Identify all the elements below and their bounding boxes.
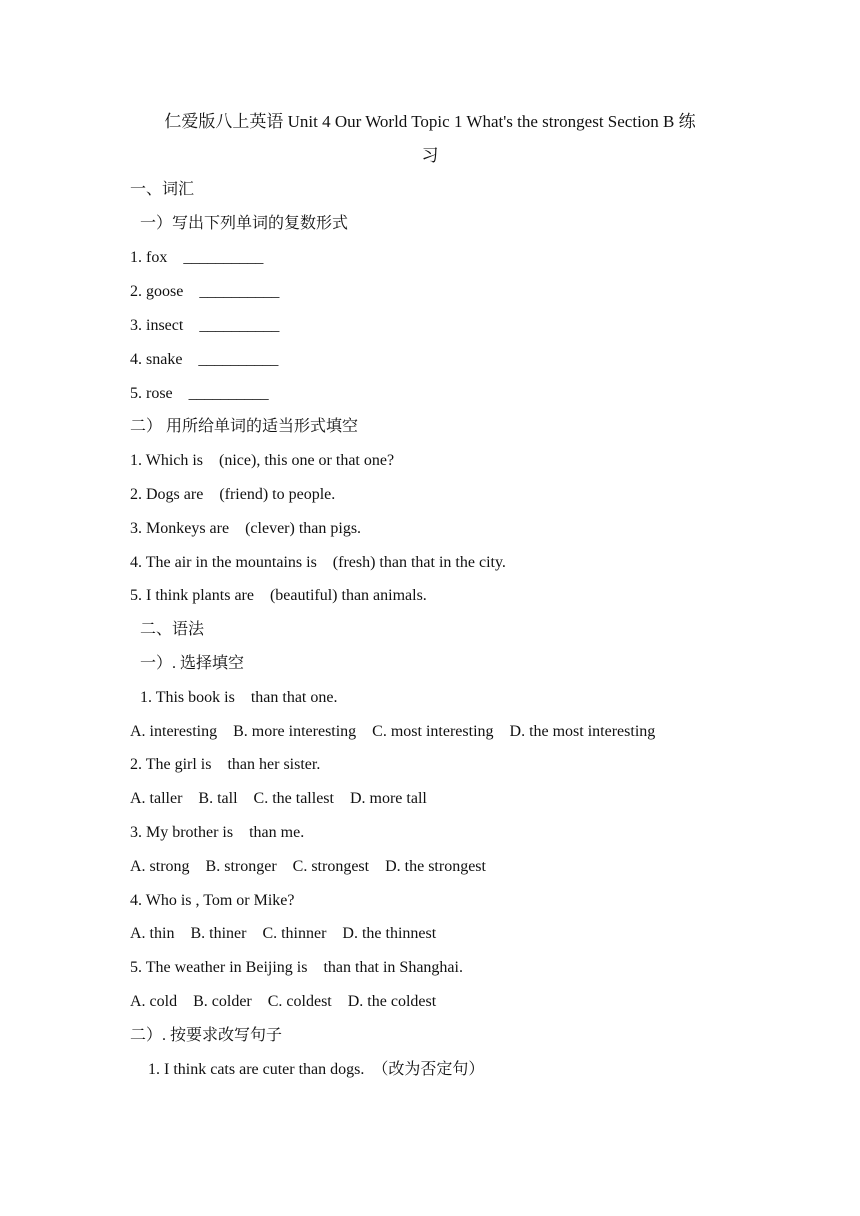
fill-item-3: 3. Monkeys are (clever) than pigs.	[130, 520, 362, 537]
plural-item-3: 3. insect __________	[130, 317, 280, 334]
mc-question-3: 3. My brother is than me.	[130, 824, 305, 841]
fill-item-2: 2. Dogs are (friend) to people.	[130, 486, 336, 503]
mc-question-4: 4. Who is , Tom or Mike?	[130, 892, 295, 909]
plural-item-1: 1. fox __________	[130, 249, 264, 266]
section-heading-vocabulary: 一、词汇	[130, 181, 195, 198]
mc-options-4: A. thin B. thiner C. thinner D. the thinnest	[130, 925, 437, 942]
title-line-2: 习	[421, 146, 439, 165]
document-title	[130, 105, 730, 173]
mc-question-2: 2. The girl is than her sister.	[130, 756, 321, 773]
section-heading-grammar: 二、语法	[140, 621, 205, 638]
fill-item-5: 5. I think plants are (beautiful) than animals.	[130, 587, 427, 604]
subsection-heading-fill-blanks: 二） 用所给单词的适当形式填空	[130, 418, 359, 435]
fill-item-1: 1. Which is (nice), this one or that one?	[130, 452, 395, 469]
mc-options-5: A. cold B. colder C. coldest D. the coldest	[130, 993, 437, 1010]
title-line-1: 仁爱版八上英语 Unit 4 Our World Topic 1 What's the strongest Section B 练	[164, 112, 696, 131]
mc-question-1: 1. This book is than that one.	[140, 689, 338, 706]
mc-options-3: A. strong B. stronger C. strongest D. the strongest	[130, 858, 486, 875]
plural-item-5: 5. rose __________	[130, 385, 269, 402]
mc-options-1: A. interesting B. more interesting C. most interesting D. the most interesting	[130, 723, 656, 740]
plural-item-4: 4. snake __________	[130, 351, 279, 368]
subsection-heading-plurals: 一）写出下列单词的复数形式	[140, 215, 349, 232]
subsection-heading-rewrite: 二）. 按要求改写句子	[130, 1027, 283, 1044]
mc-question-5: 5. The weather in Beijing is than that in Shanghai.	[130, 959, 463, 976]
plural-item-2: 2. goose __________	[130, 283, 280, 300]
fill-item-4: 4. The air in the mountains is (fresh) than that in the city.	[130, 554, 506, 571]
rewrite-item-1: 1. I think cats are cuter than dogs. （改为否定句）	[148, 1061, 485, 1078]
subsection-heading-multiple-choice: 一）. 选择填空	[140, 655, 245, 672]
mc-options-2: A. taller B. tall C. the tallest D. more tall	[130, 790, 427, 807]
